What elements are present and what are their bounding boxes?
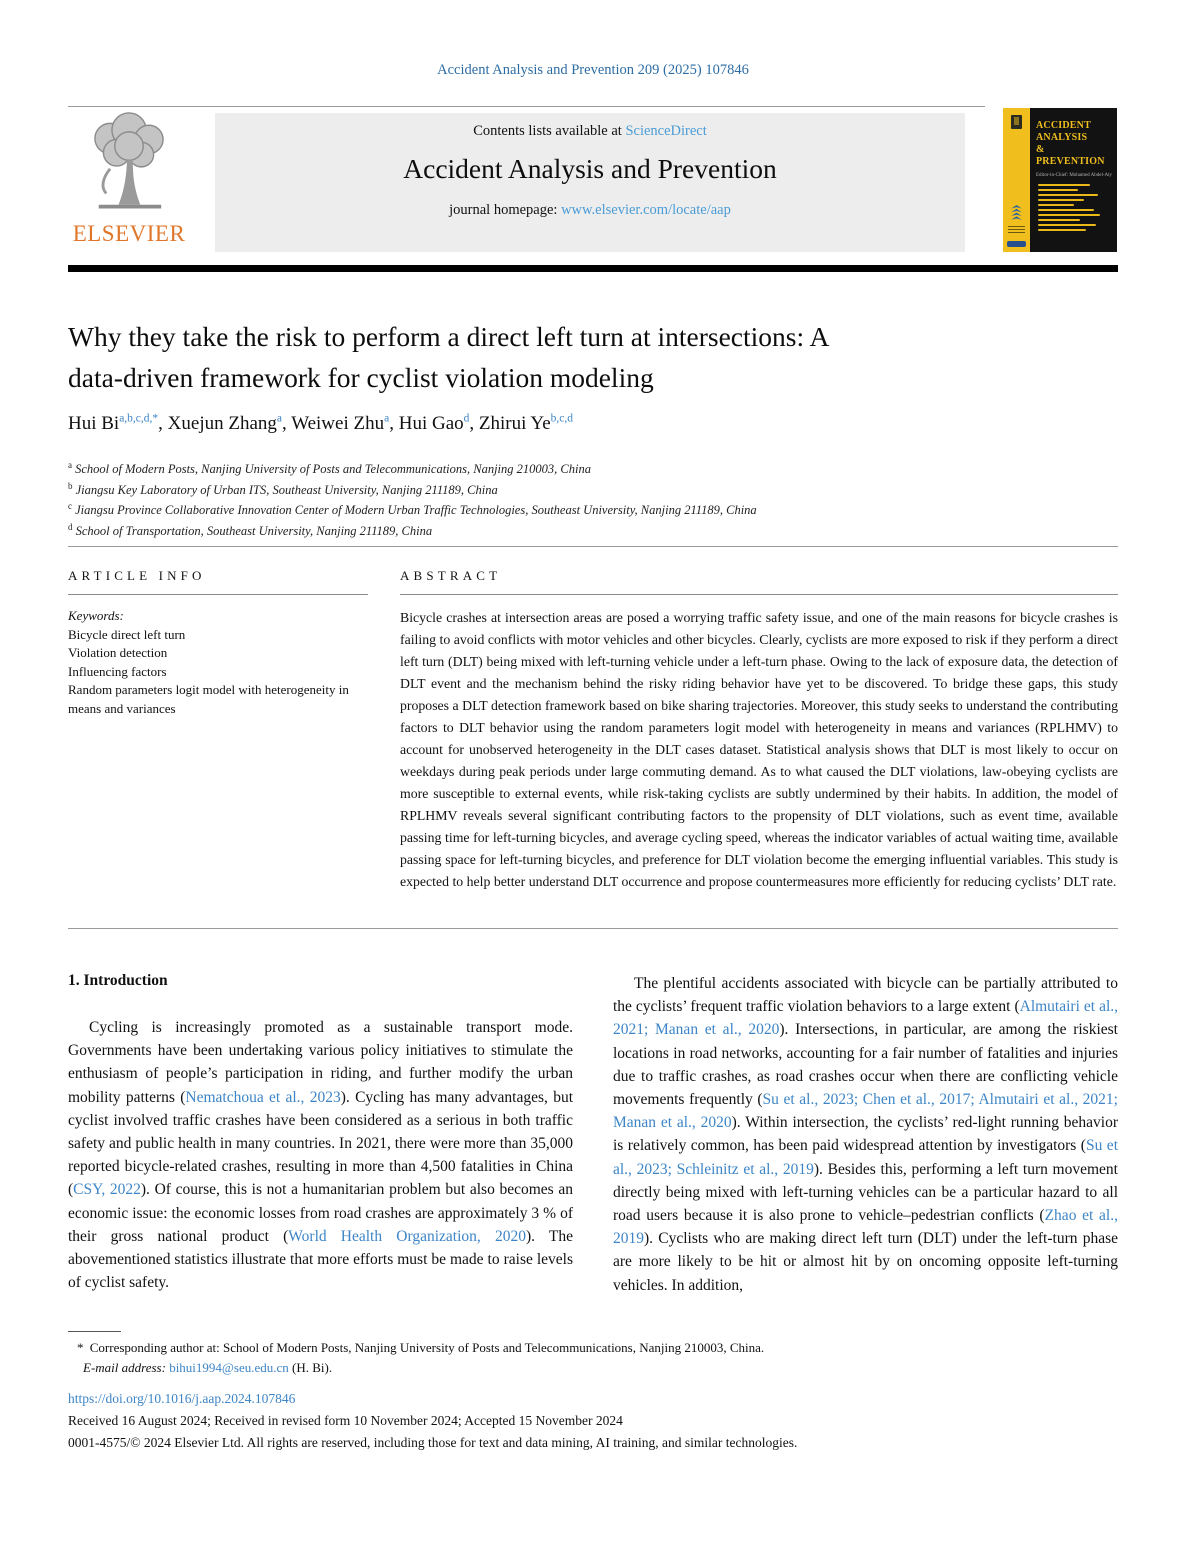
keyword: Bicycle direct left turn — [68, 626, 186, 642]
intro-heading: 1. Introduction — [68, 972, 168, 989]
citation-link[interactable]: Su et al., 2023; Chen et al., 2017; Almutairi et al., 2021; Manan et al., 2020 — [613, 1091, 1118, 1132]
email-link[interactable]: bihui1994@seu.edu.cn — [165, 1360, 289, 1375]
cover-sciencedirect-badge — [1007, 241, 1026, 247]
citation-link[interactable]: CSY, 2022 — [73, 1181, 141, 1199]
abstract-section — [400, 568, 1118, 893]
affiliation: $^d$ School of Transportation, Southeast University, Nanjing 211189, China — [68, 521, 433, 539]
author-affiliation-sup: d — [463, 413, 470, 425]
homepage-url-link[interactable]: www.elsevier.com/locate/aap — [561, 202, 731, 218]
author-affiliation-sup: b,c,d — [550, 413, 574, 425]
doi-link[interactable]: https://doi.org/10.1016/j.aap.2024.107846 — [68, 1391, 296, 1406]
footnote-rule — [68, 1331, 121, 1332]
affiliation: $^a$ School of Modern Posts, Nanjing University of Posts and Telecommunications, Nanjing 210003, China — [68, 460, 591, 477]
author: , Xuejun Zhang$^a$ — [158, 413, 283, 435]
cover-yellow-strip — [1003, 108, 1030, 252]
abstract-heading: ABSTRACT — [400, 568, 502, 583]
author: , Weiwei Zhu$^a$ — [282, 413, 390, 435]
intro-paragraph-1: Cycling is increasingly promoted as a sustainable transport mode. Governments have been undertaking various policy initiatives to stimulate the enthusiasm of people’s participation in riding, and further modify the urban mobility patterns (Nematchoua et al., 2023). Cycling has many advantages, but cyclist involved traffic crashes have been considered as a serious in both traffic safety and public health in many countries. In 2021, there were more than 35,000 reported bicycle-related crashes, resulting in more than 4,500 fatalities in China (CSY, 2022). Of course, this is not a humanitarian problem but also becomes an economic issue: the economic losses from road crashes are approximately 3 % of their gross national product (World Health Organization, 2020). The abovementioned statistics illustrate that more efforts must be made to raise levels of cyclist safety. — [68, 1019, 574, 1292]
author: , Hui Gao$^d$ — [389, 413, 470, 435]
journal-cover-thumbnail[interactable] — [1003, 108, 1117, 252]
journal-header-band — [215, 113, 965, 252]
citation-link[interactable]: World Health Organization, 2020 — [288, 1227, 526, 1245]
contents-line — [215, 113, 965, 140]
keywords-block — [68, 607, 368, 719]
affiliation-list — [68, 457, 1078, 540]
section-rule — [68, 546, 1118, 547]
keywords-label: Keywords: — [68, 608, 124, 623]
abstract-text: Bicycle crashes at intersection areas are posed a worrying traffic safety issue, and one of the main reasons for bicycle crashes is failing to avoid conflicts with motor vehicles and other bicycles. Clearly, cyclists are more exposed to risk if they perform a direct left turn (DLT) being mixed with left-turning vehicle under a left-turn phase. Owing to the lack of exposure data, the detection of DLT event and the mechanism behind the risky riding behavior have yet to be discovered. To bridge these gaps, this study proposes a DLT detection framework based on bike sharing trajectories. Moreover, this study seeks to understand the contributing factors to DLT behavior using the random parameters logit model with heterogeneity in means and variances (RPLHMV) to account for unobserved heterogeneity in the DLT cases dataset. Statistical analysis shows that DLT is most likely to occur on weekdays during peak periods under large commuting demand. As to what caused the DLT violations, law-obeying cyclists are more susceptible to external events, while risk-taking cyclists are subtly undermined by their habits. In addition, the model of RPLHMV reveals several significant contributing factors to the propensity of DLT violations, such as event time, available passing time for left-turning bicycles, and average cycling speed, whereas the indicator variables of actual waiting time, available passing space for left-turning bicycles, and preference for DLT violation become the emerging influential variables. This study is expected to help better understand DLT occurrence and propose countermeasures more efficiently for reducing cyclists’ DLT rate. — [400, 610, 1118, 889]
copyright-line: 0001-4575/© 2024 Elsevier Ltd. All rights are reserved, including those for text and data mining, AI training, and similar technologies. — [68, 1435, 798, 1450]
author-affiliation-sup: a,b,c,d,* — [119, 413, 159, 425]
journal-citation: Accident Analysis and Prevention 209 (2025) 107846 — [437, 62, 749, 78]
cover-topic-list — [1038, 184, 1100, 234]
author: , Zhirui Ye$^{b,c,d}$ — [469, 413, 574, 435]
citation-link[interactable]: Nematchoua et al., 2023 — [185, 1088, 341, 1106]
cover-laurel-icon — [1009, 204, 1024, 227]
elsevier-wordmark: ELSEVIER — [72, 221, 186, 246]
citation-link[interactable]: Almutairi et al., 2021; Manan et al., 2020 — [613, 998, 1119, 1039]
intro-paragraph-2: The plentiful accidents associated with bicycle can be partially attributed to the cyclists’ frequent traffic violation behaviors to a large extent (Almutairi et al., 2021; Manan et al., 2020). Intersections, in particular, are among the riskiest locations in road networks, accounting for a fair number of fatalities and injuries due to traffic crashes, as road crashes occur when there are conflicting vehicle movements frequently (Su et al., 2023; Chen et al., 2017; Almutairi et al., 2021; Manan et al., 2020). Within intersection, the cyclists’ red-light running behavior is relatively common, has been paid widespread attention by investigators (Su et al., 2023; Schleinitz et al., 2019). Besides this, performing a left turn movement directly being mixed with left-turning vehicles can be a particular hazard to all road users because it is also prone to vehicle–pedestrian conflicts (Zhao et al., 2019). Cyclists who are making direct left turn (DLT) under the left-turn phase are more likely to be hit or almost hit by on oncoming opposite left-turning vehicles. In addition, — [613, 975, 1119, 1294]
cover-editor-line: Editor-in-Chief: Mohamed Abdel-Aty — [1036, 173, 1112, 178]
contents-prefix: Contents lists available at — [473, 123, 626, 139]
homepage-prefix: journal homepage: — [449, 202, 562, 218]
received-dates: Received 16 August 2024; Received in revised form 10 November 2024; Accepted 15 November 2024 — [68, 1413, 623, 1428]
elsevier-tree-icon — [77, 205, 181, 222]
author-affiliation-sup: a — [384, 413, 390, 425]
header-divider-bar — [68, 265, 1118, 272]
email-footnote: E-mail address: bihui1994@seu.edu.cn (H. Bi). — [83, 1360, 333, 1375]
article-info-section — [68, 568, 368, 719]
author-list — [68, 413, 1078, 435]
article-title-line2: data-driven framework for cyclist violation modeling — [68, 362, 654, 393]
author: Hui $Bi^{a,b,c,d,*}$ — [68, 413, 159, 435]
article-info-heading-rule — [68, 594, 368, 595]
intro-column-right — [613, 972, 1118, 1297]
cover-crest-icon — [1011, 115, 1022, 129]
cover-title: ACCIDENT ANALYSIS & PREVENTION — [1036, 120, 1105, 167]
intro-column-left — [68, 972, 573, 1294]
article-info-heading: ARTICLE INFO — [68, 568, 206, 583]
homepage-line — [215, 202, 965, 219]
citation-link[interactable]: Zhao et al., 2019 — [613, 1207, 1118, 1248]
cover-strip-text-lines — [1008, 226, 1025, 235]
section-rule — [68, 928, 1118, 929]
journal-title: Accident Analysis and Prevention — [403, 153, 777, 184]
affiliation: $^c$ Jiangsu Province Collaborative Innovation Center of Modern Urban Traffic Technologies, Southeast University, Nanjing 211189, China — [68, 501, 757, 518]
sciencedirect-link[interactable]: ScienceDirect — [625, 123, 707, 139]
keyword: Violation detection — [68, 645, 168, 661]
citation-link[interactable]: Su et al., 2023; Schleinitz et al., 2019 — [613, 1137, 1118, 1178]
corresponding-author-footnote: * Corresponding author at: School of Modern Posts, Nanjing University of Posts and Telecommunications, Nanjing 210003, China. — [77, 1340, 765, 1355]
article-title — [68, 316, 1078, 398]
author-affiliation-sup: a — [276, 413, 283, 425]
keyword: Influencing factors — [68, 663, 167, 679]
elsevier-logo[interactable] — [66, 112, 192, 252]
email-label: E-mail address: — [83, 1360, 166, 1375]
abstract-heading-rule — [400, 594, 1118, 595]
keyword: Random parameters logit model with heterogeneity in means and variances — [68, 682, 349, 716]
affiliation: $^b$ Jiangsu Key Laboratory of Urban ITS, Southeast University, Nanjing 211189, China — [68, 480, 498, 497]
footnote-star: * — [77, 1340, 84, 1355]
header-top-rule — [68, 106, 985, 107]
article-title-line1: Why they take the risk to perform a direct left turn at intersections: A — [68, 321, 830, 352]
